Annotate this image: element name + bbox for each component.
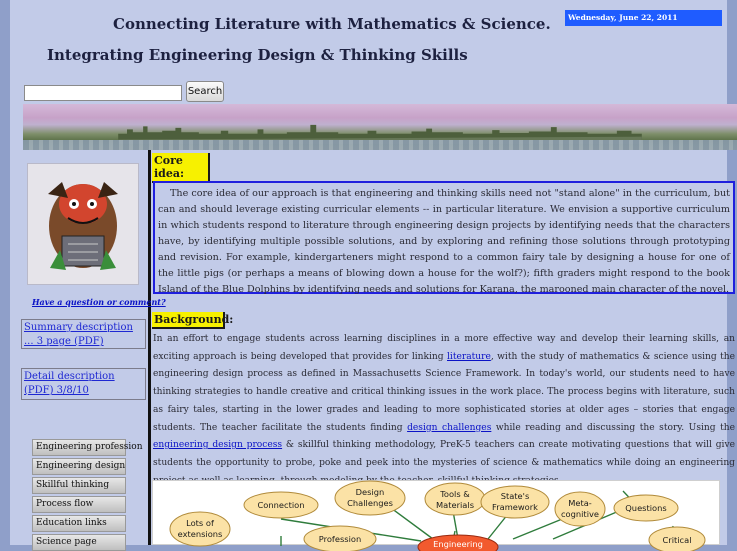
mascot-image: [27, 163, 139, 285]
diagram-node-tools-materials: [425, 483, 485, 515]
nav-process-flow[interactable]: Process flow: [32, 496, 126, 513]
node-label-states-1: State's: [500, 491, 530, 501]
nav-engineering-profession[interactable]: Engineering profession: [32, 439, 126, 456]
design-challenges-link[interactable]: design challenges: [407, 422, 492, 433]
core-idea-text: The core idea of our approach is that engineering and thinking skills need not "stand alone" in the curriculum, but can and should leverage existing curricular elements -- in particular literature. We envision a supportive curriculum in which students respond to literature through engineering design projects by identifying needs that the characters have, by identifying multiple possible solutions, and by exploring and refining those solutions through prototyping and revision. For example, kindergarteners might respond to a common fairy tale by designing a house for one of the little pigs (or perhaps a means of blowing down a house for the wolf?); fifth graders might respond to the book Island of the Blue Dolphins by identifying needs and solutions for Karana, the marooned main character of the novel.: [158, 188, 730, 295]
diagram-node-meta-cognitive: [555, 492, 605, 526]
diagram-node-questions: [614, 495, 678, 521]
nav-education-links[interactable]: Education links: [32, 515, 126, 532]
search-input[interactable]: [24, 85, 182, 101]
diagram-node-states-framework: [481, 486, 549, 518]
literature-link[interactable]: literature: [447, 351, 491, 362]
background-text-part: , with the study of mathematics & science using the engineering design process as defined in Massachusetts Science Framework. In today's world, our students need to have thinking strategies to handle creative and critical thinking issues in the work place. The process begins with literature, such as fairy tales, starting in the lower grades and leading to more sophisticated stories at older ages – stories that engage students. The teacher facilitate the students finding: [153, 351, 736, 433]
background-text: [153, 331, 735, 490]
node-label-states-2: Framework: [492, 502, 538, 512]
node-label-design-challenges-2: Challenges: [347, 498, 393, 508]
nav-engineering-design[interactable]: Engineering design: [32, 458, 126, 475]
node-label-meta-1: Meta-: [568, 498, 592, 508]
mascot-icon: [28, 164, 138, 284]
node-label-tools-1: Tools &: [440, 489, 470, 499]
background-heading: Background:: [152, 312, 225, 329]
detail-description-link[interactable]: Detail description (PDF) 3/8/10: [21, 368, 146, 400]
node-label-lots-of-extensions-1: Lots of: [186, 518, 214, 528]
concept-diagram-svg: [153, 481, 721, 549]
node-label-design-challenges-1: Design: [355, 487, 385, 497]
nav-science-page[interactable]: Science page: [32, 534, 126, 551]
background-text-part: In an effort to engage students across learning disciplines in a more effective way and develop their learning skills, an exciting approach is being developed that provides for linking: [153, 334, 735, 362]
diagram-node-lots-of-extensions: [170, 512, 230, 546]
node-label-lots-of-extensions-2: extensions: [177, 529, 223, 539]
background-text-part: while reading and discussing the story. Using the: [491, 422, 735, 433]
core-idea-heading: Core idea:: [152, 153, 210, 183]
node-label-engineering: Engineering: [433, 539, 483, 549]
concept-diagram: [152, 480, 720, 549]
engineering-design-process-link[interactable]: engineering design process: [153, 440, 283, 451]
question-comment-link[interactable]: Have a question or comment?: [32, 297, 166, 307]
node-label-critical: Critical: [662, 535, 692, 545]
node-label-meta-2: cognitive: [560, 509, 600, 519]
diagram-node-connection: [244, 492, 318, 518]
page-subtitle: Integrating Engineering Design & Thinking Skills: [47, 46, 468, 64]
diagram-node-profession: [304, 526, 376, 551]
header-banner-image: [23, 104, 737, 150]
node-label-tools-2: Materials: [435, 500, 475, 510]
node-label-connection: Connection: [257, 500, 305, 510]
node-label-questions: Questions: [625, 503, 667, 513]
search-button[interactable]: Search: [186, 81, 224, 102]
summary-description-link[interactable]: Summary description ... 3 page (PDF): [21, 319, 146, 349]
diagram-node-critical: [649, 527, 705, 551]
node-label-profession: Profession: [318, 534, 362, 544]
sidebar-divider: [148, 150, 151, 545]
date-display: Wednesday, June 22, 2011: [565, 10, 722, 26]
core-idea-box: [153, 181, 735, 294]
background-text-part: & skillful thinking methodology, PreK-5 teachers can create motivating questions that will give students the opportunity to probe, poke and peek into the mysteries of science & mathematics while doing an engineering: [153, 440, 735, 468]
diagram-node-design-challenges: [335, 481, 405, 515]
nav-skillful-thinking[interactable]: Skillful thinking: [32, 477, 126, 494]
water-strip: [23, 140, 737, 150]
page-title: Connecting Literature with Mathematics & Science.: [113, 15, 551, 33]
